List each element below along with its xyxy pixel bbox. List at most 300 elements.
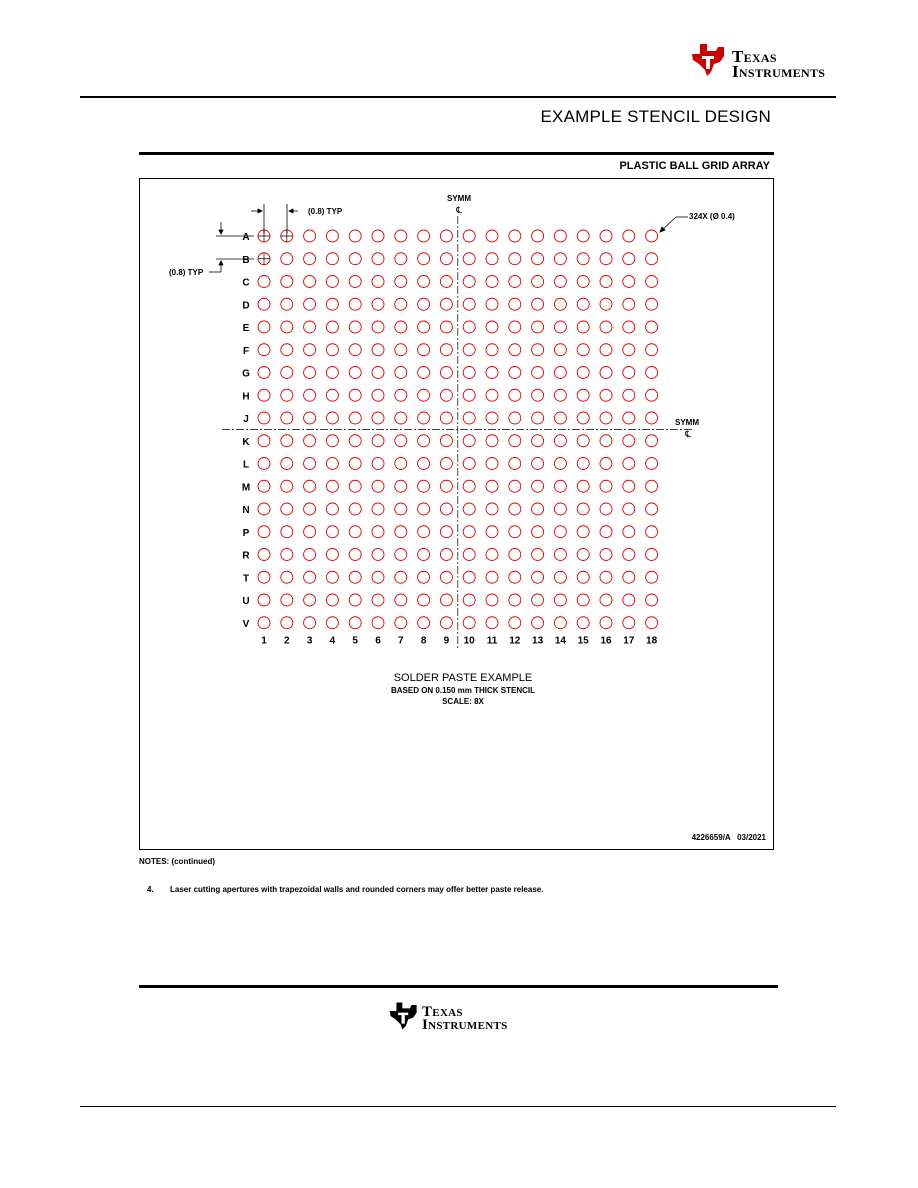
pad-C10: [463, 276, 475, 288]
pad-C7: [395, 276, 407, 288]
pad-B14: [554, 253, 566, 265]
pad-U7: [395, 594, 407, 606]
pad-J12: [509, 412, 521, 424]
pad-D5: [349, 298, 361, 310]
pad-T13: [532, 571, 544, 583]
pad-M18: [646, 480, 658, 492]
pad-F10: [463, 344, 475, 356]
pad-M14: [554, 480, 566, 492]
pad-J5: [349, 412, 361, 424]
pad-R14: [554, 549, 566, 561]
pad-C18: [646, 276, 658, 288]
pad-A6: [372, 230, 384, 242]
pad-H1: [258, 389, 270, 401]
pad-T12: [509, 571, 521, 583]
row-label: C: [242, 277, 250, 289]
pad-B7: [395, 253, 407, 265]
pad-K8: [418, 435, 430, 447]
pad-C2: [281, 276, 293, 288]
pad-B16: [600, 253, 612, 265]
pad-M17: [623, 480, 635, 492]
column-label: 11: [486, 635, 498, 647]
ti-wordmark-line2: Instruments: [732, 62, 826, 81]
pad-E9: [440, 321, 452, 333]
row-label: R: [242, 550, 250, 562]
pad-N12: [509, 503, 521, 515]
pad-D18: [646, 298, 658, 310]
pad-J9: [440, 412, 452, 424]
pad-M8: [418, 480, 430, 492]
pad-E10: [463, 321, 475, 333]
pad-J2: [281, 412, 293, 424]
bottom-rule: [80, 1106, 836, 1107]
pad-H16: [600, 389, 612, 401]
pad-U6: [372, 594, 384, 606]
pad-C1: [258, 276, 270, 288]
pad-C6: [372, 276, 384, 288]
pad-K15: [577, 435, 589, 447]
pad-U5: [349, 594, 361, 606]
pad-F11: [486, 344, 498, 356]
pad-R3: [304, 549, 316, 561]
pad-J15: [577, 412, 589, 424]
row-label: T: [242, 573, 250, 585]
column-label: 3: [306, 635, 313, 647]
pad-T5: [349, 571, 361, 583]
pad-D7: [395, 298, 407, 310]
pad-V16: [600, 617, 612, 629]
pad-L13: [532, 458, 544, 470]
column-pitch-dimension: [251, 204, 298, 234]
pad-L10: [463, 458, 475, 470]
pad-G8: [418, 367, 430, 379]
pad-C12: [509, 276, 521, 288]
pad-P12: [509, 526, 521, 538]
pad-P2: [281, 526, 293, 538]
pad-G10: [463, 367, 475, 379]
pad-M1: [258, 480, 270, 492]
pad-M10: [463, 480, 475, 492]
pad-K5: [349, 435, 361, 447]
pad-R10: [463, 549, 475, 561]
pad-F13: [532, 344, 544, 356]
column-label: 14: [554, 635, 566, 647]
pad-K12: [509, 435, 521, 447]
pad-N4: [326, 503, 338, 515]
pad-V2: [281, 617, 293, 629]
row-label: K: [242, 436, 250, 448]
pad-H18: [646, 389, 658, 401]
row-label: U: [242, 596, 250, 607]
pad-G11: [486, 367, 498, 379]
pad-F8: [418, 344, 430, 356]
pad-G16: [600, 367, 612, 379]
pad-V14: [554, 617, 566, 629]
pad-H12: [509, 389, 521, 401]
pad-B9: [440, 253, 452, 265]
column-labels: [261, 636, 657, 647]
pad-T17: [623, 571, 635, 583]
pad-E14: [554, 321, 566, 333]
pad-T3: [304, 571, 316, 583]
row-label: F: [242, 345, 250, 357]
pad-K3: [304, 435, 316, 447]
pad-F4: [326, 344, 338, 356]
pad-U10: [463, 594, 475, 606]
pad-R5: [349, 549, 361, 561]
column-label: 18: [646, 635, 658, 647]
pad-G2: [281, 367, 293, 379]
pad-F3: [304, 344, 316, 356]
pad-G6: [372, 367, 384, 379]
pad-H15: [577, 389, 589, 401]
pad-A3: [304, 230, 316, 242]
pad-H13: [532, 389, 544, 401]
pad-L2: [281, 458, 293, 470]
row-label: A: [242, 232, 250, 243]
pad-T10: [463, 571, 475, 583]
pad-J17: [623, 412, 635, 424]
drawing-reference-code: 4226659/A 03/2021: [691, 833, 766, 842]
pad-L9: [440, 458, 452, 470]
pad-T8: [418, 571, 430, 583]
pad-E1: [258, 321, 270, 333]
pad-D9: [440, 298, 452, 310]
pad-M5: [349, 480, 361, 492]
pad-N11: [486, 503, 498, 515]
pad-J14: [554, 412, 566, 424]
caption-line1: BASED ON 0.150 mm THICK STENCIL: [390, 686, 536, 695]
pad-F14: [554, 344, 566, 356]
pad-B8: [418, 253, 430, 265]
row-label: E: [242, 323, 250, 334]
pad-M9: [440, 480, 452, 492]
pad-V15: [577, 617, 589, 629]
row-label: L: [242, 459, 250, 471]
pad-E6: [372, 321, 384, 333]
pad-N18: [646, 503, 658, 515]
pad-V3: [304, 617, 316, 629]
pad-U15: [577, 594, 589, 606]
pad-T1: [258, 571, 270, 583]
row-label: D: [242, 300, 250, 312]
ti-state-icon: [388, 1000, 420, 1032]
pad-D6: [372, 298, 384, 310]
symm-symbol-vertical: ℄: [456, 205, 462, 215]
pad-M16: [600, 480, 612, 492]
row-labels: [242, 232, 251, 630]
pad-T14: [554, 571, 566, 583]
pad-J16: [600, 412, 612, 424]
package-subtitle: PLASTIC BALL GRID ARRAY: [619, 160, 770, 172]
pad-E18: [646, 321, 658, 333]
pad-V17: [623, 617, 635, 629]
pad-P13: [532, 526, 544, 538]
row-label: G: [242, 368, 250, 380]
pad-D17: [623, 298, 635, 310]
ti-wordmark-line2: Instruments: [422, 1017, 508, 1033]
pad-F18: [646, 344, 658, 356]
pad-U12: [509, 594, 521, 606]
pad-B2: [281, 253, 293, 265]
pad-H17: [623, 389, 635, 401]
column-pitch-label: (0.8) TYP: [308, 207, 343, 216]
pad-H5: [349, 389, 361, 401]
pad-E4: [326, 321, 338, 333]
pad-K2: [281, 435, 293, 447]
pad-A16: [600, 230, 612, 242]
pad-P3: [304, 526, 316, 538]
pad-C8: [418, 276, 430, 288]
pad-F15: [577, 344, 589, 356]
pad-P14: [554, 526, 566, 538]
pad-E13: [532, 321, 544, 333]
pad-U8: [418, 594, 430, 606]
pad-A12: [509, 230, 521, 242]
pad-E8: [418, 321, 430, 333]
pad-V10: [463, 617, 475, 629]
pad-K11: [486, 435, 498, 447]
pad-U2: [281, 594, 293, 606]
pad-A4: [326, 230, 338, 242]
pad-E11: [486, 321, 498, 333]
pad-T4: [326, 571, 338, 583]
pad-T16: [600, 571, 612, 583]
pad-B18: [646, 253, 658, 265]
pad-F17: [623, 344, 635, 356]
pad-K17: [623, 435, 635, 447]
pad-G13: [532, 367, 544, 379]
pad-K9: [440, 435, 452, 447]
pad-P4: [326, 526, 338, 538]
pad-M12: [509, 480, 521, 492]
pad-A18: [646, 230, 658, 242]
pad-L12: [509, 458, 521, 470]
pad-K14: [554, 435, 566, 447]
pad-H4: [326, 389, 338, 401]
pad-B13: [532, 253, 544, 265]
pad-E7: [395, 321, 407, 333]
notes-heading: NOTES: (continued): [139, 857, 215, 866]
pad-H8: [418, 389, 430, 401]
pad-V6: [372, 617, 384, 629]
column-label: 7: [398, 635, 404, 647]
symm-label-horizontal: SYMM: [675, 418, 699, 427]
pad-U16: [600, 594, 612, 606]
pad-C4: [326, 276, 338, 288]
pad-G1: [258, 367, 270, 379]
pad-T7: [395, 571, 407, 583]
pad-N9: [440, 503, 452, 515]
pad-B15: [577, 253, 589, 265]
pad-G17: [623, 367, 635, 379]
pad-D10: [463, 298, 475, 310]
pad-A5: [349, 230, 361, 242]
pad-D2: [281, 298, 293, 310]
pad-K6: [372, 435, 384, 447]
pad-N7: [395, 503, 407, 515]
pad-C13: [532, 276, 544, 288]
pad-T6: [372, 571, 384, 583]
pad-P6: [372, 526, 384, 538]
pad-U11: [486, 594, 498, 606]
pad-A10: [463, 230, 475, 242]
pad-U18: [646, 594, 658, 606]
pad-V7: [395, 617, 407, 629]
row-label: P: [242, 527, 250, 539]
pad-N16: [600, 503, 612, 515]
pad-J3: [304, 412, 316, 424]
column-label: 8: [420, 635, 427, 647]
column-label: 16: [600, 635, 612, 647]
pad-H6: [372, 389, 384, 401]
pad-H14: [554, 389, 566, 401]
pad-U1: [258, 594, 270, 606]
pad-M13: [532, 480, 544, 492]
column-label: 13: [532, 635, 544, 647]
pad-F9: [440, 344, 452, 356]
pad-N13: [532, 503, 544, 515]
pad-M15: [577, 480, 589, 492]
pad-G7: [395, 367, 407, 379]
pad-N1: [258, 503, 270, 515]
pad-V13: [532, 617, 544, 629]
row-label: M: [241, 482, 251, 494]
pad-M2: [281, 480, 293, 492]
pad-G5: [349, 367, 361, 379]
pad-V18: [646, 617, 658, 629]
pad-N8: [418, 503, 430, 515]
pad-B10: [463, 253, 475, 265]
pad-J1: [258, 412, 270, 424]
ti-wordmark: [422, 1005, 508, 1033]
pad-H11: [486, 389, 498, 401]
pad-D1: [258, 298, 270, 310]
row-label: B: [242, 254, 250, 266]
column-label: 12: [509, 635, 521, 647]
pad-R9: [440, 549, 452, 561]
pad-N14: [554, 503, 566, 515]
pad-A17: [623, 230, 635, 242]
symm-label-vertical: SYMM: [447, 194, 471, 203]
column-label: 4: [329, 635, 336, 647]
note-number: 4.: [147, 885, 154, 894]
pad-P11: [486, 526, 498, 538]
pad-B11: [486, 253, 498, 265]
pad-P10: [463, 526, 475, 538]
pad-R16: [600, 549, 612, 561]
pad-F2: [281, 344, 293, 356]
pad-N17: [623, 503, 635, 515]
note-text: Laser cutting apertures with trapezoidal walls and rounded corners may offer better paste release.: [170, 885, 544, 894]
pad-C16: [600, 276, 612, 288]
pad-D15: [577, 298, 589, 310]
pad-L14: [554, 458, 566, 470]
pad-R11: [486, 549, 498, 561]
pad-M3: [304, 480, 316, 492]
pad-M11: [486, 480, 498, 492]
column-label: 1: [261, 635, 267, 647]
column-label: 5: [352, 635, 358, 647]
pad-G9: [440, 367, 452, 379]
pad-A8: [418, 230, 430, 242]
note-item: [147, 885, 543, 894]
pad-U9: [440, 594, 452, 606]
pad-P16: [600, 526, 612, 538]
column-label: 15: [577, 635, 589, 647]
pad-D11: [486, 298, 498, 310]
pad-P7: [395, 526, 407, 538]
pad-G15: [577, 367, 589, 379]
ti-logo-footer: [388, 1000, 528, 1034]
pad-C17: [623, 276, 635, 288]
pad-V4: [326, 617, 338, 629]
pad-C11: [486, 276, 498, 288]
pad-L7: [395, 458, 407, 470]
pad-H10: [463, 389, 475, 401]
pad-T15: [577, 571, 589, 583]
pad-R8: [418, 549, 430, 561]
pad-H9: [440, 389, 452, 401]
pad-L8: [418, 458, 430, 470]
pad-F7: [395, 344, 407, 356]
pad-L6: [372, 458, 384, 470]
pad-V1: [258, 617, 270, 629]
column-label: 17: [623, 635, 635, 647]
pad-F5: [349, 344, 361, 356]
pad-H3: [304, 389, 316, 401]
pad-P8: [418, 526, 430, 538]
pad-J6: [372, 412, 384, 424]
pad-E12: [509, 321, 521, 333]
pad-N10: [463, 503, 475, 515]
pad-N5: [349, 503, 361, 515]
pad-N6: [372, 503, 384, 515]
pad-D12: [509, 298, 521, 310]
pad-J18: [646, 412, 658, 424]
pad-A11: [486, 230, 498, 242]
pad-L18: [646, 458, 658, 470]
pad-L11: [486, 458, 498, 470]
pad-J11: [486, 412, 498, 424]
pad-L3: [304, 458, 316, 470]
footer-rule: [139, 985, 778, 988]
pad-D8: [418, 298, 430, 310]
pad-R15: [577, 549, 589, 561]
pad-T9: [440, 571, 452, 583]
pad-G3: [304, 367, 316, 379]
pad-K16: [600, 435, 612, 447]
pad-B5: [349, 253, 361, 265]
pad-D3: [304, 298, 316, 310]
pad-R12: [509, 549, 521, 561]
pad-R13: [532, 549, 544, 561]
pad-M7: [395, 480, 407, 492]
pad-P1: [258, 526, 270, 538]
pad-N3: [304, 503, 316, 515]
pad-A7: [395, 230, 407, 242]
pad-C5: [349, 276, 361, 288]
pad-L4: [326, 458, 338, 470]
pad-G12: [509, 367, 521, 379]
pad-C9: [440, 276, 452, 288]
pad-R1: [258, 549, 270, 561]
pad-B3: [304, 253, 316, 265]
pad-N2: [281, 503, 293, 515]
pad-M6: [372, 480, 384, 492]
pad-V12: [509, 617, 521, 629]
pad-F1: [258, 344, 270, 356]
